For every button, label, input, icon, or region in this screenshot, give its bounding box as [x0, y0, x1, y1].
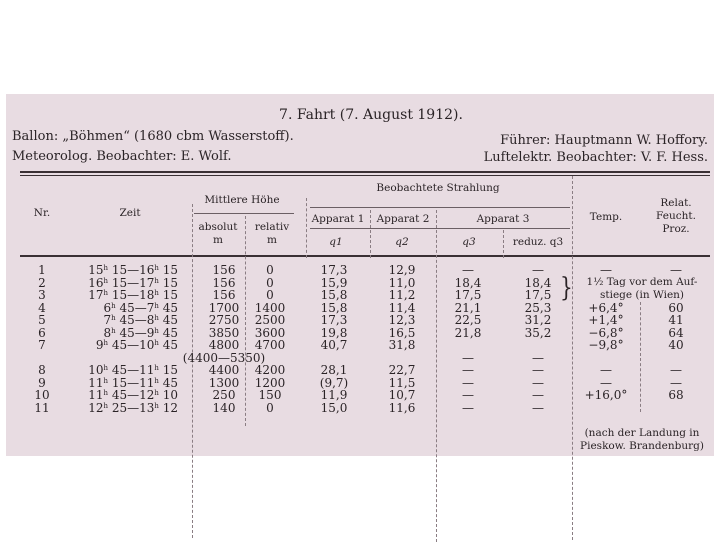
cell-zeit: 8$^h$ 45—9$^h$ 45	[103, 325, 178, 340]
zeit-part: 6	[103, 300, 112, 315]
cell-feucht: —	[670, 363, 682, 377]
cell-q1: 15,8	[320, 288, 348, 302]
cell-q1: 15,0	[320, 400, 348, 415]
note-wien-1: 1½ Tag vor dem Auf-	[586, 276, 698, 288]
cell-q3: —	[462, 400, 474, 415]
zeit-part: 45	[162, 338, 178, 352]
zeit-part: 15	[111, 263, 128, 277]
zeit-part: 45	[119, 300, 135, 315]
cell-zeit: 9$^h$ 45—10$^h$ 45	[95, 338, 178, 352]
cell-rel: 3600	[254, 325, 286, 340]
cell-rel: 1200	[254, 375, 286, 390]
zeit-part: 8	[103, 325, 112, 340]
zeit-part: 18	[139, 288, 155, 302]
cell-q1: 28,1	[320, 363, 348, 377]
cell-zeit: 7$^h$ 45—8$^h$ 45	[103, 313, 178, 327]
zeit-part: 12	[88, 400, 104, 415]
cell-red: —	[532, 263, 544, 277]
zeit-part: 9	[95, 338, 104, 352]
rule	[20, 175, 710, 176]
cell-nr: 2	[38, 275, 46, 290]
zeit-part: 10	[139, 338, 155, 352]
cell-zeit: 10$^h$ 45—11$^h$ 15	[88, 363, 178, 377]
rule	[194, 213, 294, 214]
cell-nr: 11	[34, 400, 50, 415]
zeit-part: 15	[111, 375, 128, 390]
zeit-part: 11	[88, 388, 104, 402]
cell-abs: 1700	[208, 300, 240, 315]
cell-q3: 18,4	[454, 275, 482, 290]
cell-rel: 0	[266, 275, 274, 290]
zeit-part: 11	[139, 363, 155, 377]
divider	[640, 302, 641, 412]
brace: }	[560, 271, 573, 303]
zeit-part: 17	[88, 288, 104, 302]
divider	[306, 198, 307, 258]
cell-abs: 156	[212, 275, 236, 290]
cell-q2: 31,8	[388, 338, 416, 352]
cell-rel: 2500	[254, 313, 286, 327]
zeit-part: 15	[111, 288, 128, 302]
note-landung-2: Pieskow. Brandenburg)	[580, 440, 704, 452]
cell-abs: 4400	[208, 363, 240, 377]
cell-feucht: —	[670, 375, 682, 390]
zeit-part: 45	[162, 325, 178, 340]
cell-rel: 4700	[254, 338, 286, 352]
cell-temp: −6,8°	[588, 325, 624, 340]
header-reduz: reduz. q3	[512, 236, 564, 248]
cell-zeit: 15$^h$ 15—16$^h$ 15	[88, 263, 178, 277]
cell-temp: −9,8°	[588, 338, 624, 352]
cell-abs: 156	[212, 263, 236, 277]
cell-q3: 21,8	[454, 325, 482, 340]
cell-zeit: 16$^h$ 15—17$^h$ 15	[88, 275, 178, 290]
zeit-part: 45	[162, 300, 178, 315]
cell-q1: 19,8	[320, 325, 348, 340]
zeit-part: 16	[88, 275, 104, 290]
cell-abs: (4400—5350)	[182, 350, 266, 365]
cell-rel: 0	[266, 400, 274, 415]
cell-zeit: 11$^h$ 15—11$^h$ 45	[88, 375, 178, 390]
cell-red: —	[532, 350, 544, 365]
electric-observer: Luftelektr. Beobachter: V. F. Hess.	[483, 150, 708, 165]
cell-nr: 8	[38, 363, 46, 377]
cell-red: 25,3	[524, 300, 552, 315]
zeit-part: 15	[111, 275, 128, 290]
cell-red: —	[532, 363, 544, 377]
header-nr: Nr.	[33, 207, 51, 219]
note-landung-1: (nach der Landung in	[584, 427, 700, 439]
cell-q1: (9,7)	[319, 375, 349, 390]
cell-abs: 1300	[208, 375, 240, 390]
zeit-part: 9	[146, 325, 155, 340]
cell-q1: 15,8	[320, 300, 348, 315]
zeit-part: 13	[139, 400, 155, 415]
header-app3: Apparat 3	[476, 213, 530, 225]
scanned-table-page	[6, 94, 714, 456]
cell-abs: 156	[212, 288, 236, 302]
header-relativ-unit: m	[267, 234, 277, 246]
divider	[572, 176, 573, 540]
cell-q2: 11,4	[388, 300, 416, 315]
cell-feucht: 60	[668, 300, 684, 315]
zeit-part: 7	[146, 300, 155, 315]
header-feucht-1: Relat.	[660, 197, 692, 209]
cell-zeit: 11$^h$ 45—12$^h$ 10	[88, 388, 178, 402]
cell-feucht: 68	[668, 388, 684, 402]
cell-abs: 3850	[208, 325, 240, 340]
cell-feucht: 40	[668, 338, 684, 352]
cell-nr: 4	[38, 300, 46, 315]
cell-red: 18,4	[524, 275, 552, 290]
cell-q3: 21,1	[454, 300, 482, 315]
cell-q2: 11,0	[388, 275, 416, 290]
cell-nr: 9	[38, 375, 46, 390]
header-hoehe: Mittlere Höhe	[204, 194, 280, 206]
cell-q2: 16,5	[388, 325, 416, 340]
cell-rel: 0	[266, 263, 274, 277]
cell-q2: 11,5	[388, 375, 416, 390]
cell-nr: 3	[38, 288, 46, 302]
cell-feucht: —	[670, 263, 682, 277]
cell-temp: —	[600, 263, 612, 277]
cell-temp: +16,0°	[584, 388, 628, 402]
cell-q3: —	[462, 375, 474, 390]
cell-abs: 2750	[208, 313, 240, 327]
cell-temp: —	[600, 363, 612, 377]
cell-abs: 140	[212, 400, 236, 415]
cell-nr: 7	[38, 338, 46, 352]
header-relativ: relativ	[254, 221, 290, 233]
divider	[436, 210, 437, 542]
cell-red: —	[532, 375, 544, 390]
zeit-part: 45	[119, 313, 135, 327]
cell-nr: 6	[38, 325, 46, 340]
zeit-part: 10	[162, 388, 178, 402]
zeit-part: 45	[162, 313, 178, 327]
cell-q2: 22,7	[388, 363, 416, 377]
zeit-part: 7	[103, 313, 112, 327]
cell-q3: —	[462, 263, 474, 277]
cell-temp: +1,4°	[588, 313, 624, 327]
zeit-part: 15	[162, 288, 178, 302]
rule	[310, 207, 570, 208]
cell-q3: 22,5	[454, 313, 482, 327]
header-app2: Apparat 2	[376, 213, 430, 225]
cell-q1: 15,9	[320, 275, 348, 290]
zeit-part: 15	[88, 263, 104, 277]
zeit-part: 16	[139, 263, 155, 277]
header-q2: q2	[395, 236, 409, 248]
zeit-part: 45	[162, 375, 178, 390]
cell-nr: 1	[38, 263, 46, 277]
zeit-part: 45	[111, 363, 128, 377]
cell-rel: 0	[266, 288, 274, 302]
cell-q2: 11,6	[388, 400, 416, 415]
cell-red: 17,5	[524, 288, 552, 302]
cell-q3: —	[462, 388, 474, 402]
zeit-part: 12	[162, 400, 178, 415]
zeit-part: 15	[162, 263, 178, 277]
cell-zeit: 17$^h$ 15—18$^h$ 15	[88, 288, 178, 302]
cell-q2: 12,3	[388, 313, 416, 327]
cell-q1: 40,7	[320, 338, 348, 352]
page-title: 7. Fahrt (7. August 1912).	[279, 107, 463, 123]
cell-q2: 12,9	[388, 263, 416, 277]
header-q1: q1	[329, 236, 343, 248]
pilot-info: Führer: Hauptmann W. Hoffory.	[500, 133, 708, 148]
header-absolut: absolut	[198, 221, 238, 233]
zeit-part: 15	[162, 275, 178, 290]
cell-zeit: 12$^h$ 25—13$^h$ 12	[88, 400, 178, 415]
zeit-part: 11	[88, 375, 104, 390]
cell-temp: +6,4°	[588, 300, 624, 315]
cell-abs: 250	[212, 388, 236, 402]
header-zeit: Zeit	[119, 207, 141, 219]
header-absolut-unit: m	[213, 234, 223, 246]
divider	[370, 210, 371, 258]
cell-temp: —	[600, 375, 612, 390]
note-wien-2: stiege (in Wien)	[599, 289, 685, 301]
header-app1: Apparat 1	[311, 213, 365, 225]
cell-zeit: 6$^h$ 45—7$^h$ 45	[103, 300, 178, 315]
cell-feucht: 64	[668, 325, 684, 340]
cell-rel: 1400	[254, 300, 286, 315]
divider	[245, 216, 246, 426]
cell-q2: 11,2	[388, 288, 416, 302]
zeit-part: 45	[119, 325, 135, 340]
cell-nr: 5	[38, 313, 46, 327]
balloon-info: Ballon: „Böhmen“ (1680 cbm Wasserstoff).	[12, 129, 294, 144]
divider	[503, 230, 504, 258]
cell-red: —	[532, 400, 544, 415]
cell-q2: 10,7	[388, 388, 416, 402]
zeit-part: 10	[88, 363, 104, 377]
cell-q1: 17,3	[320, 313, 348, 327]
cell-q3: 17,5	[454, 288, 482, 302]
cell-q3: —	[462, 350, 474, 365]
header-strahlung: Beobachtete Strahlung	[376, 182, 500, 194]
rule	[20, 255, 710, 257]
cell-rel: 150	[258, 388, 282, 402]
zeit-part: 8	[146, 313, 155, 327]
zeit-part: 25	[111, 400, 128, 415]
header-temp: Temp.	[589, 211, 623, 223]
cell-red: —	[532, 388, 544, 402]
cell-abs: 4800	[208, 338, 240, 352]
divider	[192, 204, 193, 538]
meteorolog-observer: Meteorolog. Beobachter: E. Wolf.	[12, 149, 232, 164]
zeit-part: 12	[139, 388, 155, 402]
cell-red: 31,2	[524, 313, 552, 327]
cell-feucht: 41	[668, 313, 684, 327]
rule	[20, 171, 710, 173]
header-feucht-3: Proz.	[662, 223, 690, 235]
rule	[310, 228, 570, 229]
zeit-part: 45	[111, 338, 128, 352]
header-feucht-2: Feucht.	[656, 210, 696, 222]
cell-q1: 17,3	[320, 263, 348, 277]
cell-q3: —	[462, 363, 474, 377]
cell-rel: 4200	[254, 363, 286, 377]
cell-q1: 11,9	[320, 388, 348, 402]
cell-nr: 10	[34, 388, 50, 402]
zeit-part: 11	[139, 375, 155, 390]
zeit-part: 15	[162, 363, 178, 377]
cell-red: 35,2	[524, 325, 552, 340]
zeit-part: 45	[111, 388, 128, 402]
zeit-part: 17	[139, 275, 155, 290]
header-q3: q3	[462, 236, 476, 248]
